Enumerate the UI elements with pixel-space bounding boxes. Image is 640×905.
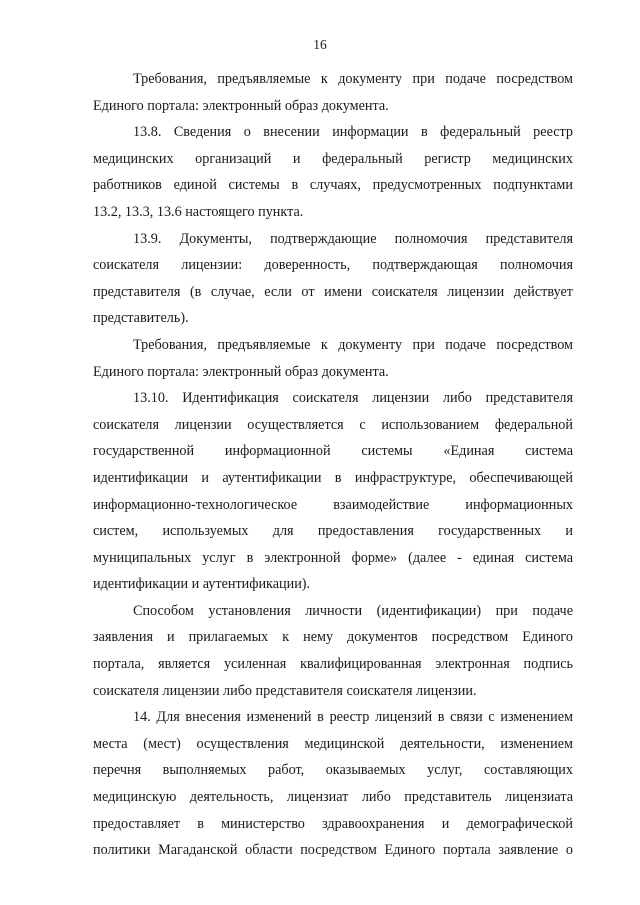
- text-line: соискателя лицензии: доверенность, подтверждающая полномочия: [93, 257, 573, 274]
- text-line: Способом установления личности (идентификации) при подаче: [133, 602, 573, 619]
- text-line: политики Магаданской области посредством Единого портала заявление о: [93, 842, 573, 859]
- text-line: 14. Для внесения изменений в реестр лицензий в связи с изменением: [133, 709, 573, 726]
- text-line: представителя (в случае, если от имени соискателя лицензии действует: [93, 283, 573, 300]
- text-line: работников единой системы в случаях, предусмотренных подпунктами: [93, 177, 573, 194]
- text-line: 13.8. Сведения о внесении информации в федеральный реестр: [133, 124, 573, 141]
- document-body: [93, 66, 573, 864]
- paragraph: [93, 385, 573, 598]
- paragraph: [93, 704, 573, 864]
- text-line: муниципальных услуг в электронной форме» (далее - единая система: [93, 549, 573, 566]
- text-line: Требования, предъявляемые к документу при подаче посредством: [133, 336, 573, 353]
- text-line: 13.9. Документы, подтверждающие полномочия представителя: [133, 230, 573, 247]
- text-line: Единого портала: электронный образ документа.: [93, 97, 389, 114]
- text-line: медицинских организаций и федеральный регистр медицинских: [93, 150, 573, 167]
- text-line: Единого портала: электронный образ документа.: [93, 363, 389, 380]
- text-line: идентификации и аутентификации в инфраструктуре, обеспечивающей: [93, 469, 573, 486]
- text-line: соискателя лицензии либо представителя соискателя лицензии.: [93, 682, 477, 699]
- text-line: заявления и прилагаемых к нему документов посредством Единого: [93, 629, 573, 646]
- paragraph: [93, 598, 573, 704]
- text-line: 13.2, 13.3, 13.6 настоящего пункта.: [93, 203, 304, 220]
- paragraph: [93, 66, 573, 119]
- text-line: места (мест) осуществления медицинской деятельности, изменением: [93, 735, 573, 752]
- paragraph: [93, 119, 573, 225]
- text-line: медицинскую деятельность, лицензиат либо представитель лицензиата: [93, 789, 573, 806]
- text-line: информационно-технологическое взаимодействие информационных: [93, 496, 573, 513]
- text-line: соискателя лицензии осуществляется с использованием федеральной: [93, 416, 573, 433]
- page-number: 16: [313, 37, 327, 52]
- text-line: идентификации и аутентификации).: [93, 576, 311, 593]
- text-line: Требования, предъявляемые к документу при подаче посредством: [133, 71, 573, 87]
- text-line: портала, является усиленная квалифицированная электронная подпись: [93, 656, 573, 673]
- paragraph: [93, 332, 573, 385]
- text-line: предоставляет в министерство здравоохранения и демографической: [93, 815, 573, 832]
- paragraph: [93, 226, 573, 332]
- text-line: государственной информационной системы «Единая система: [93, 443, 573, 460]
- text-line: представитель).: [93, 310, 189, 327]
- text-line: 13.10. Идентификация соискателя лицензии либо представителя: [133, 390, 573, 407]
- text-line: перечня выполняемых работ, оказываемых услуг, составляющих: [93, 762, 573, 779]
- text-line: систем, используемых для предоставления государственных и: [93, 523, 573, 540]
